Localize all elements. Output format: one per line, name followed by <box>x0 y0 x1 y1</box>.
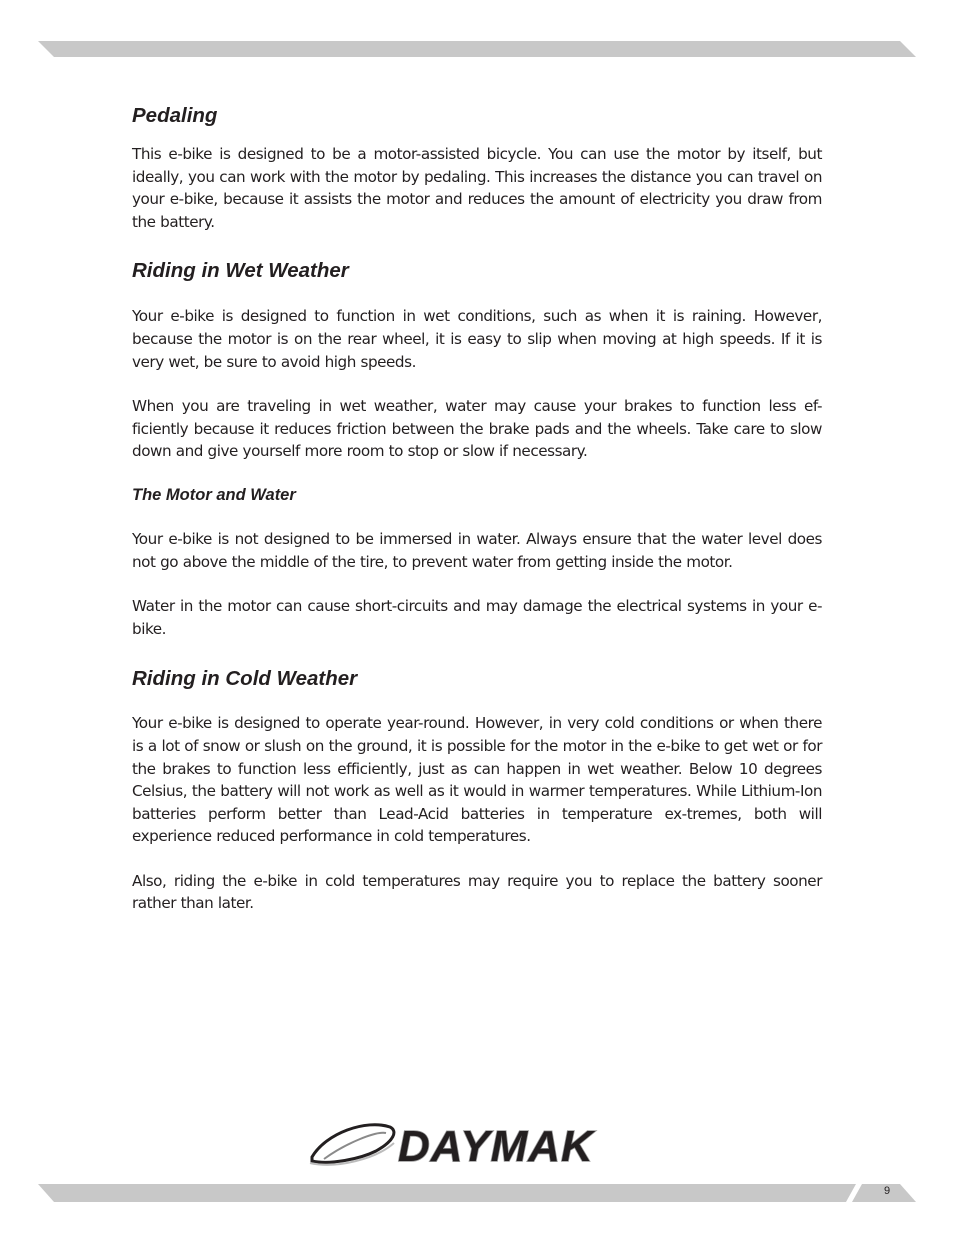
paragraph-wet-weather-1: Your e-bike is designed to function in wet conditions, such as when it is raining. However, because the motor is on the rear wheel, it is easy to slip when moving at high speeds. If it is very wet, be sure to avoid high speeds. <box>132 307 822 371</box>
paragraph-motor-water-1: Your e-bike is not designed to be immersed in water. Always ensure that the water level does not go above the middle of the tire, to prevent water from getting inside the motor. <box>132 529 822 571</box>
paragraph-motor-water-2: Water in the motor can cause short-circuits and may damage the electrical systems in your e-bike. <box>132 597 822 638</box>
daymak-logo <box>306 1113 648 1167</box>
paragraph-pedaling: This e-bike is designed to be a motor-assisted bicycle. You can use the motor by itself, but ideally, you can work with the motor by pedaling. This increases the distance you can travel on your e-bike, because it assists the motor and reduces the amount of electricity you draw from the battery. <box>132 145 822 231</box>
page-number: 9 <box>883 1185 891 1197</box>
logo-wordmark: DAYMAK <box>398 1122 594 1167</box>
paragraph-wet-weather-2: When you are traveling in wet weather, water may cause your brakes to function less ef-ficiently because it reduces friction between the brake pads and the wheels. Take care to slow down and give yourself more room to stop or slow if necessary. <box>132 397 822 461</box>
heading-pedaling: Pedaling <box>132 104 218 127</box>
top-header-bar <box>38 41 916 57</box>
page-content <box>132 100 822 915</box>
heading-motor-and-water: The Motor and Water <box>132 485 296 504</box>
paragraph-cold-weather-2: Also, riding the e-bike in cold temperatures may require you to replace the battery sooner rather than later. <box>132 871 822 913</box>
bottom-footer-bar <box>38 1184 916 1202</box>
paragraph-cold-weather-1: Your e-bike is designed to operate year-round. However, in very cold conditions or when there is a lot of snow or slush on the ground, it is possible for the motor in the e-bike to get wet or for the brakes to function less efficiently, just as can happen in wet weather. Below 10 degrees Celsius, the battery will not work as well as it would in warmer temperatures. While Lithium-Ion batteries perform better than Lead-Acid batteries in temperature ex-tremes, both will experience reduced performance in cold temperatures. <box>132 714 822 846</box>
heading-riding-in-wet-weather: Riding in Wet Weather <box>132 259 349 283</box>
heading-riding-in-cold-weather: Riding in Cold Weather <box>132 667 358 691</box>
